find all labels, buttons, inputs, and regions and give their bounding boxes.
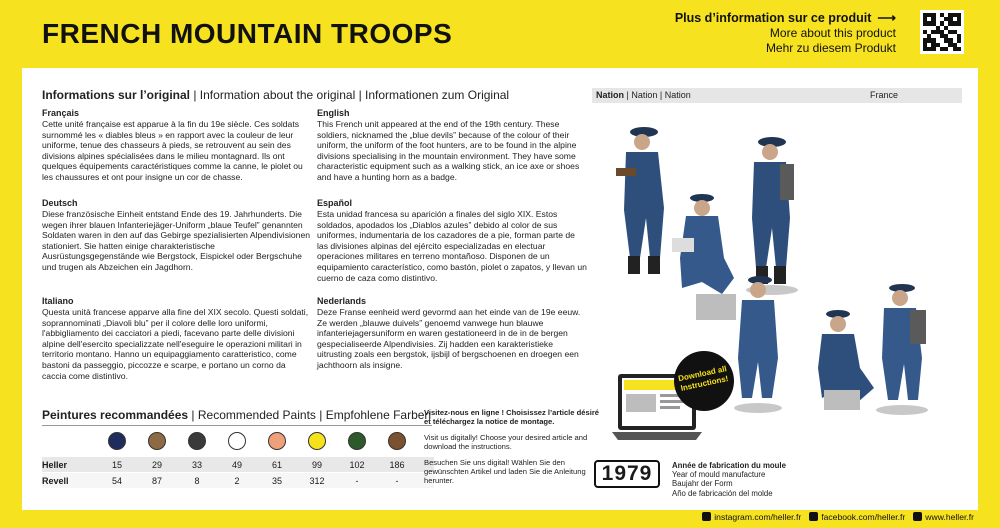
paint-row-label-revell: Revell <box>42 476 69 486</box>
content-panel <box>22 68 978 510</box>
digital-text-fr: Visitez-nous en ligne ! Choisissez l’article désiré et téléchargez la notice de montage. <box>424 408 599 427</box>
figure-1 <box>616 127 664 274</box>
footer-web[interactable] <box>913 512 974 522</box>
figure-3 <box>746 137 798 295</box>
paint-value-cell: 102 <box>349 460 365 470</box>
lang-name: Italiano <box>42 296 74 306</box>
paint-value-cell: 33 <box>191 460 202 470</box>
paint-value-cell: - <box>395 476 399 486</box>
year-text <box>672 461 786 498</box>
year-box: 1979 <box>594 460 660 488</box>
year-text-en: Year of mould manufacture <box>672 470 766 480</box>
web-icon <box>913 512 922 521</box>
paints-title-bold: Peintures recommandées <box>42 408 189 422</box>
paint-value-cell: 29 <box>151 460 162 470</box>
paint-value-cell: 54 <box>111 476 122 486</box>
nation-label-rest: | Nation | Nation <box>624 90 691 100</box>
lang-block-fr <box>42 108 312 183</box>
lang-name: English <box>317 108 350 118</box>
paint-value-cell: 8 <box>194 476 200 486</box>
original-info-title-fr: Informations sur l’original <box>42 88 191 102</box>
paint-value-cell: 15 <box>111 460 122 470</box>
paint-value-cell: 61 <box>271 460 282 470</box>
paint-value-cell: 186 <box>389 460 405 470</box>
digital-text-de: Besuchen Sie uns digital! Wählen Sie den gewünschten Artikel und laden Sie die Anleitung herunter. <box>424 457 586 486</box>
figure-2 <box>672 194 736 320</box>
nation-label-bold: Nation <box>596 90 624 100</box>
paint-value-cell: 49 <box>231 460 242 470</box>
more-info-en: More about this product <box>769 26 896 40</box>
paint-value-cell: 87 <box>151 476 162 486</box>
lang-block-it <box>42 296 312 381</box>
nation-bar <box>592 88 962 103</box>
paints-title <box>42 408 431 422</box>
lang-block-en <box>317 108 587 183</box>
arrow-right-icon: ⟶ <box>877 10 896 25</box>
paint-swatch <box>308 432 326 450</box>
qr-code-icon[interactable] <box>920 10 964 54</box>
lang-text: Questa unità francese apparve alla fine del XIX secolo. Questi soldati, soprannominati „Diavoli blu” per il colore delle loro uniformi, l'abbigliamento dei cacciatori a piedi, facevano parte delle divisioni alpine dell'esercito specializzate nell'eseguire le operazioni militari in territorio montano. Hanno un equipaggiamento caratteristico, come bastoni da passeggio, piccozze e scarpe, e portano un corno da caccia come distintivo. <box>42 307 309 381</box>
more-info-de: Mehr zu diesem Produkt <box>765 41 896 55</box>
footer-facebook[interactable] <box>809 512 905 522</box>
qr-code-pattern <box>923 13 961 51</box>
lang-block-es <box>317 198 587 283</box>
digital-instructions <box>424 408 604 492</box>
lang-block-de <box>42 198 312 273</box>
original-info-title-rest: | Information about the original | Informationen zum Original <box>190 88 510 102</box>
footer-instagram-text: instagram.com/heller.fr <box>714 512 802 522</box>
nation-value: France <box>870 90 899 100</box>
lang-name: Français <box>42 108 80 118</box>
paint-swatch <box>268 432 286 450</box>
page-title: FRENCH MOUNTAIN TROOPS <box>42 18 453 49</box>
more-info-fr: Plus d’information sur ce produit <box>674 11 872 25</box>
footer <box>702 512 974 522</box>
paint-swatch <box>228 432 246 450</box>
paint-swatch <box>348 432 366 450</box>
more-info-block[interactable] <box>675 10 896 56</box>
year-text-fr: Année de fabrication du moule <box>672 461 786 470</box>
footer-instagram[interactable] <box>702 512 801 522</box>
year-text-de: Baujahr der Form <box>672 479 733 489</box>
lang-name: Nederlands <box>317 296 367 306</box>
lang-name: Deutsch <box>42 198 78 208</box>
digital-text-en: Visit us digitally! Choose your desired article and download the instructions. <box>424 432 588 452</box>
lang-text: Deze Franse eenheid werd gevormd aan het einde van de 19e eeuw. Ze werden „blauwe duivels” genoemd vanwege hun blauwe infanteriejagersuniform en waren gestationeerd in de in de bergen gespecialiseerde Alpendivisies. Zij hadden een karakteristieke uitrusting zoals een bergstok, ijsbijl of bergschoenen en droegen een jachthoorn als insigne. <box>317 307 581 370</box>
paint-value-cell: - <box>355 476 359 486</box>
paint-swatch <box>148 432 166 450</box>
paint-value-cell: 99 <box>311 460 322 470</box>
instagram-icon <box>702 512 711 521</box>
paints-divider <box>42 425 432 426</box>
paint-row-label-heller: Heller <box>42 460 68 470</box>
paint-swatch <box>188 432 206 450</box>
facebook-icon <box>809 512 818 521</box>
paint-value-cell: 2 <box>234 476 240 486</box>
paint-value-cell: 312 <box>309 476 325 486</box>
paint-swatch <box>108 432 126 450</box>
footer-web-text: www.heller.fr <box>925 512 974 522</box>
paint-value-cell: 35 <box>271 476 282 486</box>
footer-facebook-text: facebook.com/heller.fr <box>821 512 906 522</box>
download-badge-text: Download all Instructions! <box>677 364 730 393</box>
lang-text: Cette unité française est apparue à la fin du 19e siècle. Ces soldats surnommé les « diables bleus » en rapport avec la couleur de leur uniforme, tenue des chasseurs à pieds, se retrouvent au sein des divisions alpines spécialisées dans le milieu montagnard. Ils ont quelques équipements caractéristiques comme la canne, le piolet ou les chaussures et ont pour insigne un cor de chasse. <box>42 119 303 182</box>
paints-title-rest: | Recommended Paints | Empfohlene Farben <box>188 408 432 422</box>
year-text-es: Año de fabricación del molde <box>672 488 773 498</box>
original-info-title <box>42 88 509 102</box>
lang-block-nl <box>317 296 587 371</box>
figure-4 <box>734 276 782 413</box>
figure-5 <box>818 310 874 410</box>
lang-text: Esta unidad francesa su aparición a finales del siglo XIX. Estos soldados, apodados los „Diablos azules” debido al color de sus uniformes, indumentaria de los cazadores de a pie, forman parte de las divisiones alpinas del ejército especializadas en electuar operaciones militares en terreno montañoso. Disponen de un equipamiento característico, como bastón, piolet o zapatos, y llevan un cuerno de caza como distintivo. <box>317 209 587 283</box>
paint-swatch <box>388 432 406 450</box>
lang-text: Diese französische Einheit entstand Ende des 19. Jahrhunderts. Die wegen ihrer blauen Infanteriejäger-Uniform „blaue Teufel” genannten Soldaten waren in den auf das Gebirge spezialisierten Alpendivisionen stationiert. Sie hatten einige charakteristische Ausrüstungsgegenstände wie Bergstock, Eispickel oder Bergschuhe und trugen als Abzeichen ein Jagdhorn. <box>42 209 311 272</box>
lang-name: Español <box>317 198 353 208</box>
figure-6 <box>876 284 928 415</box>
lang-text: This French unit appeared at the end of the 19th century. These soldiers, nicknamed the „blue devils” because of the colour of their uniform, the uniform of the foot hunters, are to be found in the alpine divisions specialising in the mountain environment. They have some characteristic equipment such as a walking stick, an ice axe or shoes and have a hunting horn as a badge. <box>317 119 580 182</box>
